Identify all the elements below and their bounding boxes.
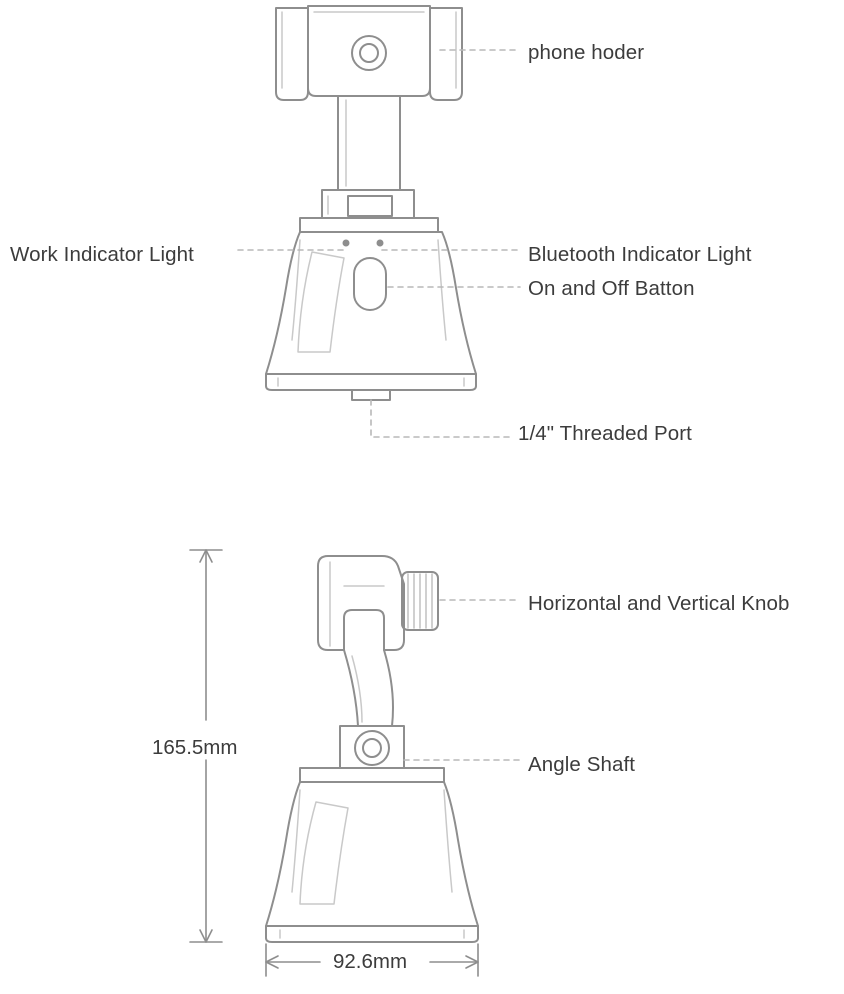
dimension-label-width: 92.6mm	[333, 950, 408, 973]
leader-threaded-port	[371, 400, 510, 437]
callout-work-indicator-light: Work Indicator Light	[10, 243, 194, 266]
bottom-view-base-body	[266, 768, 478, 942]
callout-angle-shaft: Angle Shaft	[528, 753, 636, 776]
callout-bluetooth-indicator-light: Bluetooth Indicator Light	[528, 243, 752, 266]
top-view-phone-holder	[276, 6, 462, 218]
top-view-base-body	[266, 218, 476, 400]
callout-horizontal-and-vertical-knob: Horizontal and Vertical Knob	[528, 592, 790, 615]
dimension-label-height: 165.5mm	[152, 736, 238, 759]
callout-threaded-port: 1/4" Threaded Port	[518, 422, 692, 445]
callout-phone-holder: phone hoder	[528, 41, 645, 64]
callout-on-and-off-button: On and Off Batton	[528, 277, 695, 300]
bottom-view-angle-shaft	[340, 726, 404, 768]
bottom-view-holder	[318, 556, 438, 726]
